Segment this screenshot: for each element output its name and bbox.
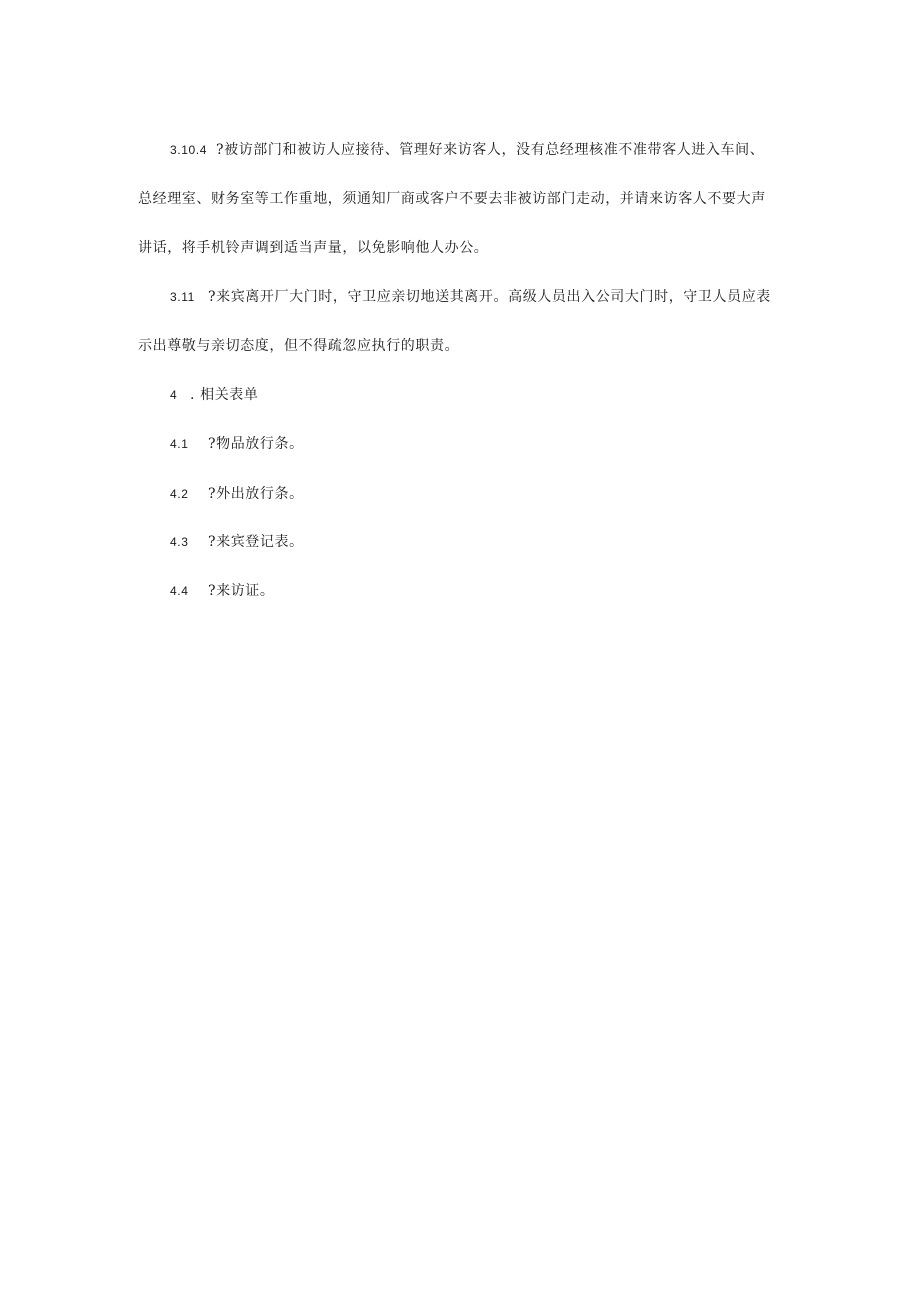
- clause-number: 3.10.4: [170, 143, 207, 157]
- section-4-heading: [138, 371, 778, 420]
- paragraph-line: [138, 126, 778, 175]
- item-number: 4.1: [170, 437, 189, 451]
- section-title: . 相关表单: [190, 387, 259, 403]
- list-item: [138, 420, 778, 469]
- paragraph-3-10-4: [138, 126, 778, 273]
- paragraph-3-11: [138, 273, 778, 371]
- paragraph-line: 总经理室、财务室等工作重地，须通知厂商或客户不要去非被访部门走动，并请来访客人不要大声: [138, 191, 766, 207]
- item-text: ?来宾登记表。: [208, 534, 304, 550]
- paragraph-line: [138, 518, 778, 567]
- clause-text: ?被访部门和被访人应接待、管理好来访客人，没有总经理核准不准带客人进入车间、: [216, 142, 765, 158]
- list-item: [138, 470, 778, 519]
- paragraph-line: [138, 420, 778, 469]
- item-text: ?来访证。: [208, 583, 275, 599]
- item-number: 4.3: [170, 535, 189, 549]
- paragraph-line: [138, 470, 778, 519]
- paragraph-line: 讲话，将手机铃声调到适当声量，以免影响他人办公。: [138, 240, 489, 256]
- item-text: ?外出放行条。: [208, 486, 304, 502]
- list-item: [138, 567, 778, 616]
- list-item: [138, 518, 778, 567]
- paragraph-line: [138, 371, 778, 420]
- item-number: 4.2: [170, 487, 189, 501]
- item-text: ?物品放行条。: [208, 436, 304, 452]
- paragraph-line: [138, 273, 778, 322]
- section-number: 4: [170, 388, 178, 402]
- paragraph-line: [138, 567, 778, 616]
- item-number: 4.4: [170, 584, 189, 598]
- paragraph-line: 示出尊敬与亲切态度，但不得疏忽应执行的职责。: [138, 338, 460, 354]
- clause-text: ?来宾离开厂大门时，守卫应亲切地送其离开。高级人员出入公司大门时，守卫人员应表: [208, 289, 771, 305]
- clause-number: 3.11: [170, 290, 195, 304]
